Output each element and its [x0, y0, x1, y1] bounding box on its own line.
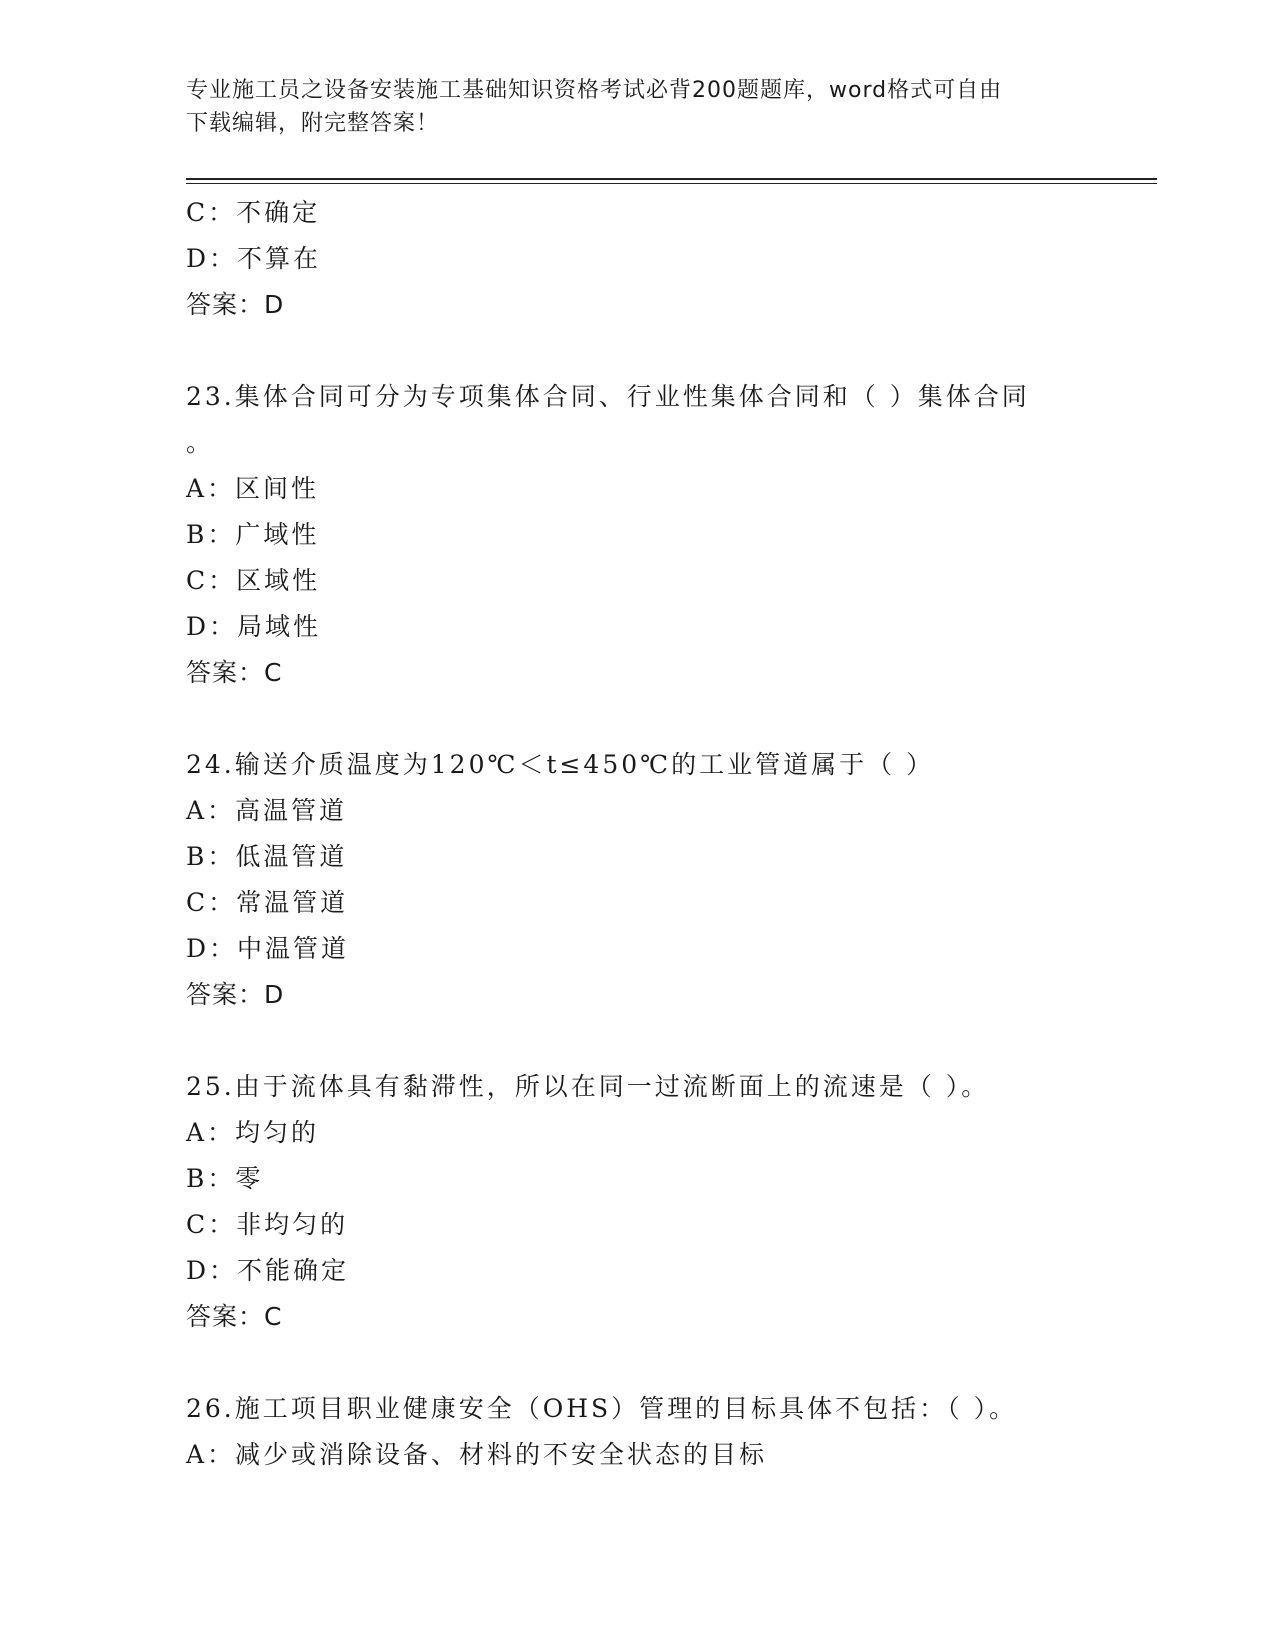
answer-line: 答案：D: [186, 980, 285, 1009]
option-d: D：局域性: [186, 612, 322, 641]
option-d: D：中温管道: [186, 934, 350, 963]
option-c: C：常温管道: [186, 888, 349, 917]
option-c: C：不确定: [186, 198, 321, 227]
question-26: [186, 1386, 1086, 1478]
document-header: [186, 74, 1086, 140]
question-stem: 25.由于流体具有黏滞性，所以在同一过流断面上的流速是（ ）。: [186, 1072, 990, 1101]
spacer: [186, 1340, 1086, 1386]
answer-line: 答案：C: [186, 658, 283, 687]
question-content: [186, 190, 1086, 1478]
option-a: A：均匀的: [186, 1118, 320, 1147]
option-b: B：低温管道: [186, 842, 348, 871]
header-rule-thick: [186, 178, 1157, 180]
spacer: [186, 328, 1086, 374]
answer-line: 答案：D: [186, 290, 285, 319]
option-a: A：减少或消除设备、材料的不安全状态的目标: [186, 1440, 768, 1469]
option-d: D：不算在: [186, 244, 322, 273]
question-24: [186, 742, 1086, 1018]
question-stem: 23.集体合同可分为专项集体合同、行业性集体合同和（ ）集体合同: [186, 382, 1030, 411]
spacer: [186, 696, 1086, 742]
option-a: A：区间性: [186, 474, 320, 503]
question-stem-continued: 。: [186, 428, 215, 457]
question-stem: 24.输送介质温度为120℃＜t≤450℃的工业管道属于（ ）: [186, 750, 935, 779]
spacer: [186, 1018, 1086, 1064]
question-25: [186, 1064, 1086, 1340]
option-b: B：零: [186, 1164, 264, 1193]
header-line-2: 下载编辑，附完整答案！: [186, 111, 440, 136]
question-stem: 26.施工项目职业健康安全（OHS）管理的目标具体不包括：（ ）。: [186, 1394, 1018, 1423]
option-d: D：不能确定: [186, 1256, 350, 1285]
option-c: C：非均匀的: [186, 1210, 349, 1239]
answer-line: 答案：C: [186, 1302, 283, 1331]
question-23: [186, 374, 1086, 696]
option-a: A：高温管道: [186, 796, 348, 825]
header-rule-thin: [186, 183, 1157, 184]
header-line-1: 专业施工员之设备安装施工基础知识资格考试必背200题题库，word格式可自由: [186, 78, 1003, 103]
option-b: B：广域性: [186, 520, 320, 549]
option-c: C：区域性: [186, 566, 321, 595]
